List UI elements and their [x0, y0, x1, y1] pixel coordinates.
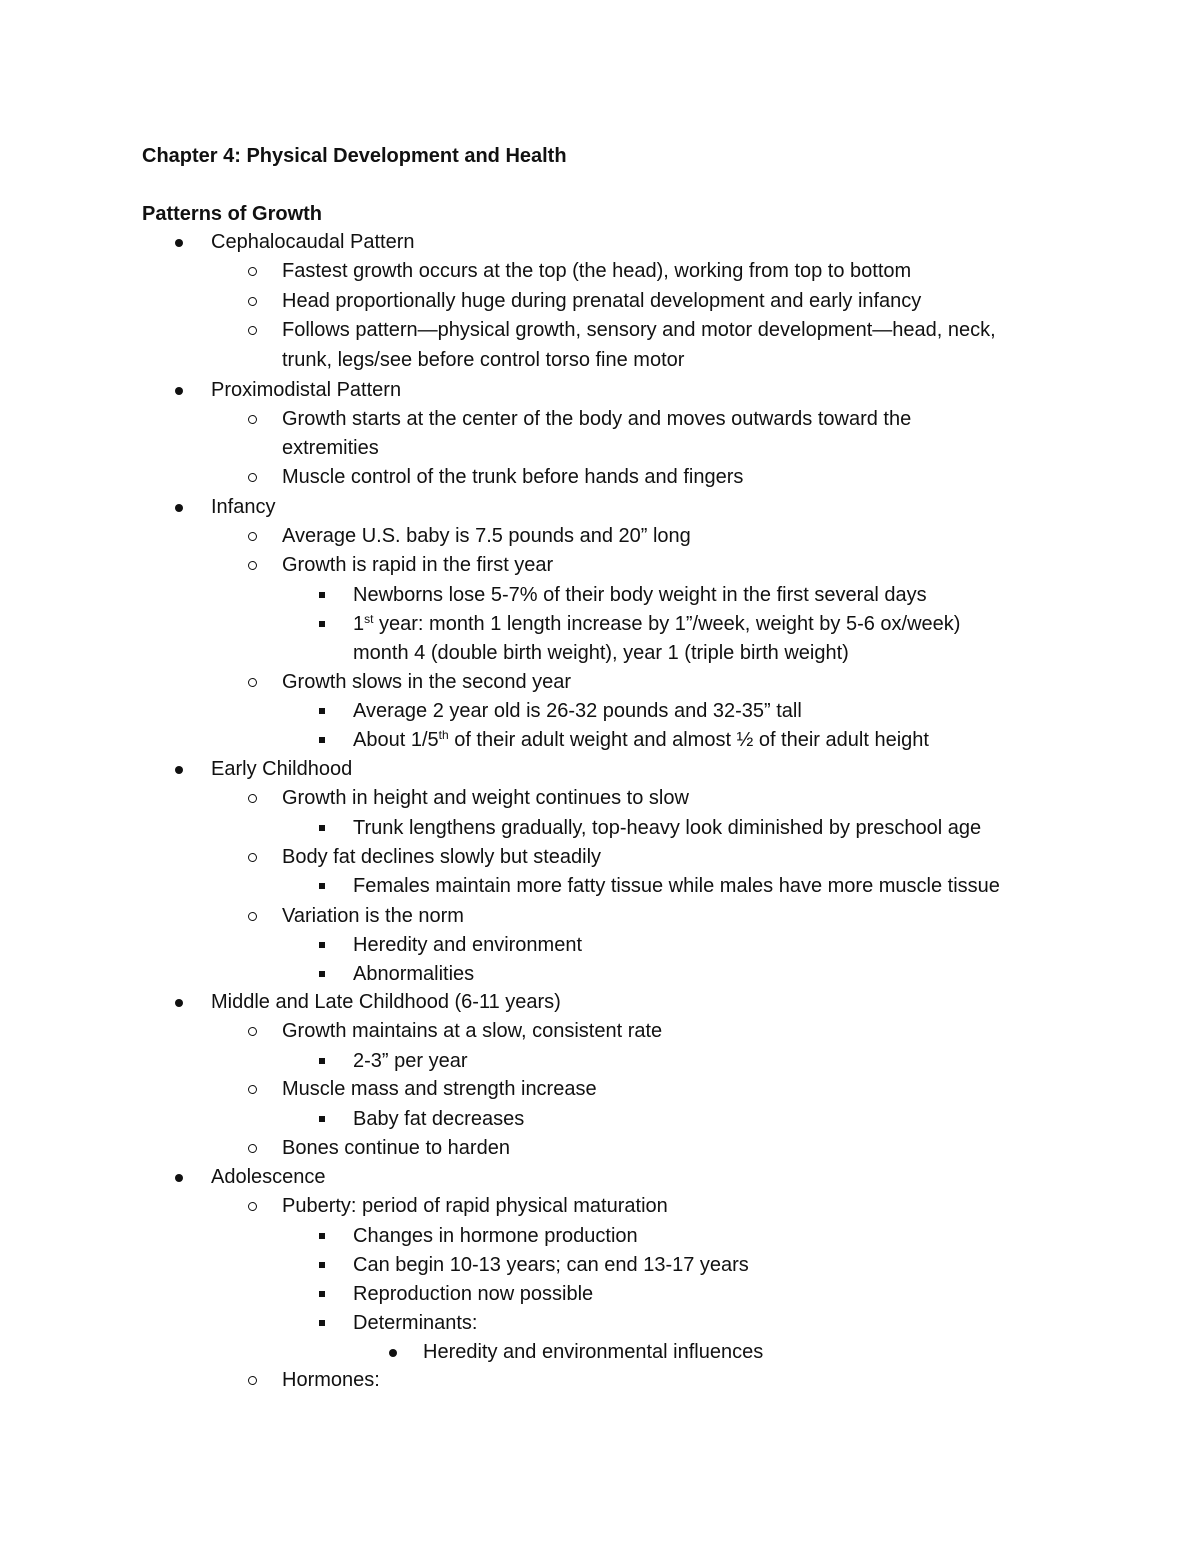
bullet-disc-icon	[175, 1163, 187, 1192]
bullet-circle-icon	[248, 405, 260, 434]
bullet-circle-icon	[248, 287, 260, 316]
bullet-square-icon	[318, 1309, 330, 1338]
bullet-square-icon	[318, 931, 330, 960]
bullet-square-icon	[318, 1280, 330, 1309]
list-item: Fastest growth occurs at the top (the head), working from top to bottom	[282, 260, 912, 282]
list-item: Infancy	[211, 496, 276, 518]
list-item: Growth maintains at a slow, consistent rate	[282, 1020, 663, 1042]
bullet-circle-icon	[248, 1366, 260, 1395]
list-item: Follows pattern—physical growth, sensory and motor development—head, neck,	[282, 319, 996, 341]
list-item-continuation: month 4 (double birth weight), year 1 (triple birth weight)	[353, 642, 849, 664]
list-item: Can begin 10-13 years; can end 13-17 years	[353, 1254, 749, 1276]
list-item: Growth starts at the center of the body and moves outwards toward the	[282, 408, 912, 430]
list-item-text: 1	[353, 613, 365, 635]
list-item: Heredity and environment	[353, 934, 583, 956]
list-item: Reproduction now possible	[353, 1283, 594, 1305]
list-item: Baby fat decreases	[353, 1108, 525, 1130]
list-item: Adolescence	[211, 1166, 326, 1188]
list-item: Muscle mass and strength increase	[282, 1078, 597, 1100]
list-item: Changes in hormone production	[353, 1225, 638, 1247]
bullet-circle-icon	[248, 463, 260, 492]
list-item: Average U.S. baby is 7.5 pounds and 20” long	[282, 525, 691, 547]
superscript: th	[438, 728, 449, 742]
list-item-continuation: trunk, legs/see before control torso fine motor	[282, 349, 685, 371]
bullet-circle-icon	[248, 257, 260, 286]
list-item	[353, 610, 960, 639]
document-title: Chapter 4: Physical Development and Health	[142, 145, 567, 167]
list-item: Early Childhood	[211, 758, 353, 780]
list-item: Hormones:	[282, 1369, 380, 1391]
list-item: Determinants:	[353, 1312, 478, 1334]
list-item: Newborns lose 5-7% of their body weight in the first several days	[353, 584, 927, 606]
list-item: Growth is rapid in the first year	[282, 554, 554, 576]
bullet-circle-icon	[248, 668, 260, 697]
bullet-circle-icon	[248, 784, 260, 813]
bullet-circle-icon	[248, 843, 260, 872]
bullet-square-icon	[318, 872, 330, 901]
bullet-circle-icon	[248, 1192, 260, 1221]
bullet-square-icon	[318, 814, 330, 843]
bullet-disc-icon	[389, 1338, 401, 1367]
list-item-text: year: month 1 length increase by 1”/week, weight by 5-6 ox/week)	[373, 613, 961, 635]
list-item-continuation: extremities	[282, 437, 379, 459]
list-item: Middle and Late Childhood (6-11 years)	[211, 991, 561, 1013]
list-item: Head proportionally huge during prenatal development and early infancy	[282, 290, 922, 312]
list-item	[353, 726, 929, 755]
list-item: Bones continue to harden	[282, 1137, 510, 1159]
list-item: Females maintain more fatty tissue while males have more muscle tissue	[353, 875, 1000, 897]
list-item-text: of their adult weight and almost ½ of their adult height	[448, 729, 929, 751]
list-item: Average 2 year old is 26-32 pounds and 32-35” tall	[353, 700, 802, 722]
superscript: st	[364, 612, 374, 626]
bullet-square-icon	[318, 960, 330, 989]
bullet-circle-icon	[248, 1075, 260, 1104]
bullet-disc-icon	[175, 493, 187, 522]
bullet-disc-icon	[175, 988, 187, 1017]
list-item-text: About 1/5	[353, 729, 439, 751]
bullet-square-icon	[318, 1251, 330, 1280]
section-heading: Patterns of Growth	[142, 203, 323, 225]
bullet-square-icon	[318, 1047, 330, 1076]
bullet-square-icon	[318, 1105, 330, 1134]
list-item: Growth slows in the second year	[282, 671, 572, 693]
bullet-circle-icon	[248, 902, 260, 931]
bullet-circle-icon	[248, 1017, 260, 1046]
list-item: Abnormalities	[353, 963, 475, 985]
list-item: Puberty: period of rapid physical maturation	[282, 1195, 668, 1217]
bullet-circle-icon	[248, 522, 260, 551]
bullet-disc-icon	[175, 755, 187, 784]
bullet-circle-icon	[248, 551, 260, 580]
bullet-square-icon	[318, 610, 330, 639]
bullet-square-icon	[318, 1222, 330, 1251]
list-item: Variation is the norm	[282, 905, 464, 927]
list-item: Growth in height and weight continues to slow	[282, 787, 689, 809]
list-item: Trunk lengthens gradually, top-heavy look diminished by preschool age	[353, 817, 982, 839]
list-item: Muscle control of the trunk before hands and fingers	[282, 466, 744, 488]
list-item: Heredity and environmental influences	[423, 1341, 764, 1363]
bullet-circle-icon	[248, 316, 260, 345]
list-item: Cephalocaudal Pattern	[211, 231, 415, 253]
list-item: Body fat declines slowly but steadily	[282, 846, 602, 868]
bullet-square-icon	[318, 726, 330, 755]
bullet-square-icon	[318, 697, 330, 726]
list-item: 2-3” per year	[353, 1050, 468, 1072]
list-item: Proximodistal Pattern	[211, 379, 402, 401]
bullet-disc-icon	[175, 376, 187, 405]
bullet-square-icon	[318, 581, 330, 610]
bullet-disc-icon	[175, 228, 187, 257]
bullet-circle-icon	[248, 1134, 260, 1163]
